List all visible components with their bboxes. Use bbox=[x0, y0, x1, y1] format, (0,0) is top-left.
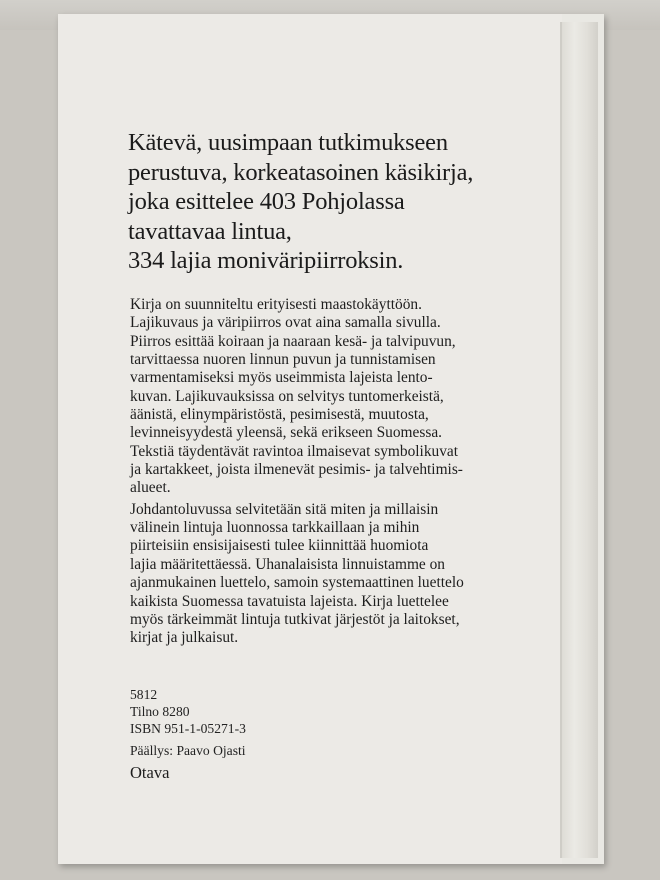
body-line: varmentamiseksi myös useimmista lajeista lento- bbox=[130, 369, 433, 387]
lead-line: Kätevä, uusimpaan tutkimukseen bbox=[128, 129, 448, 156]
body-line: lajia määritettäessä. Uhanalaisista linnuistamme on bbox=[130, 555, 445, 573]
tilno-number: Tilno 8280 bbox=[130, 704, 190, 719]
body-line: kuvan. Lajikuvauksissa on selvitys tuntomerkeistä, bbox=[130, 387, 444, 405]
lead-line: joka esittelee 403 Pohjolassa bbox=[128, 188, 405, 215]
body-line: levinneisyydestä yleensä, sekä erikseen Suomessa. bbox=[130, 424, 442, 442]
paragraph-usage bbox=[130, 296, 560, 498]
body-line: ja kartakkeet, joista ilmenevät pesimis- ja talvehtimis- bbox=[130, 461, 463, 479]
product-code: 5812 bbox=[130, 687, 158, 702]
body-line: Johdantoluvussa selvitetään sitä miten ja millaisin bbox=[130, 500, 439, 518]
lead-line: tavattavaa lintua, bbox=[128, 217, 292, 245]
body-line: Kirja on suunniteltu erityisesti maastokäyttöön. bbox=[130, 296, 422, 313]
isbn: ISBN 951-1-05271-3 bbox=[130, 721, 246, 736]
book-spine bbox=[562, 22, 598, 858]
lead-line: 334 lajia moniväripiirroksin. bbox=[128, 247, 404, 274]
body-line: piirteisiin ensisijaisesti tulee kiinnittää huomiota bbox=[130, 537, 429, 555]
body-line: tarvittaessa nuoren linnun puvun ja tunnistamisen bbox=[130, 351, 436, 369]
body-line: välinein lintuja luonnossa tarkkaillaan ja mihin bbox=[130, 519, 420, 537]
body-line: alueet. bbox=[130, 479, 171, 497]
publisher-name: Otava bbox=[130, 763, 170, 782]
body-line: ajanmukainen luettelo, samoin systemaattinen luettelo bbox=[130, 574, 464, 592]
body-line: Piirros esittää koiraan ja naaraan kesä- ja talvipuvun, bbox=[130, 332, 456, 350]
body-line: kirjat ja julkaisut. bbox=[130, 629, 239, 647]
body-line: äänistä, elinympäristöstä, pesimisestä, muutosta, bbox=[130, 406, 429, 424]
body-line: Lajikuvaus ja väripiirros ovat aina samalla sivulla. bbox=[130, 314, 441, 332]
body-line: kaikista Suomessa tavatuista lajeista. Kirja luettelee bbox=[130, 592, 449, 610]
paragraph-intro bbox=[130, 501, 560, 648]
body-line: myös tärkeimmät lintuja tutkivat järjestöt ja laitokset, bbox=[130, 610, 460, 628]
cover-credit: Päällys: Paavo Ojasti bbox=[130, 743, 246, 758]
lead-line: perustuva, korkeatasoinen käsikirja, bbox=[128, 158, 474, 186]
body-line: Tekstiä täydentävät ravintoa ilmaisevat symbolikuvat bbox=[130, 442, 459, 460]
lead-paragraph bbox=[128, 128, 558, 276]
blurb-headline bbox=[128, 128, 558, 276]
blurb-body bbox=[130, 296, 560, 648]
catalog-info bbox=[130, 686, 430, 759]
